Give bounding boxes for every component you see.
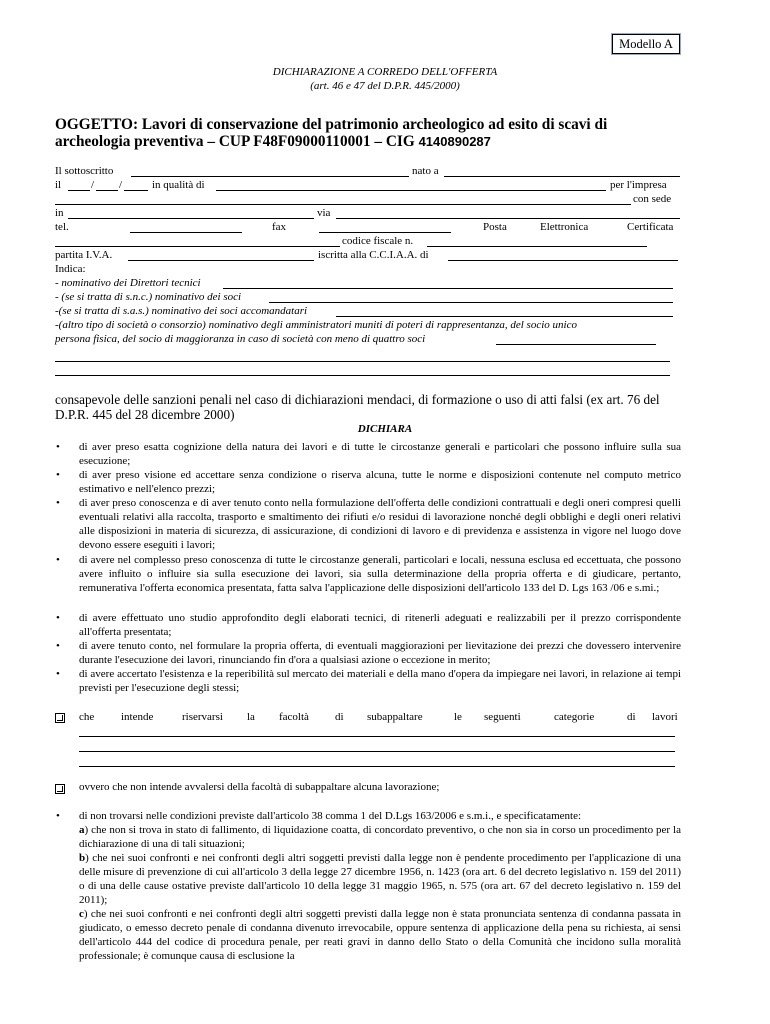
- art38-a-text: ) che non si trova in stato di fallimento, di liquidazione coatta, di concordato preventivo, o che non sia in corso un procedimento per la dichiarazione di una di tali situazioni;: [79, 824, 681, 850]
- fax-label: fax: [272, 221, 287, 233]
- tel-field[interactable]: [130, 232, 242, 233]
- dichiara-item-2: di aver preso visione ed accettare senza condizione o riserva alcuna, tutte le norme e disposizioni contenute nel computo metrico estimativo e nell'elenco prezzi;: [79, 469, 681, 495]
- dichiara-item-5: di avere effettuato uno studio approfondito degli elaborati tecnici, di ritenerli adeguati e realizzabili per il prezzo corrispondente all'offerta presentata;: [79, 612, 681, 638]
- partita-iva-field[interactable]: [128, 260, 314, 261]
- no-subappalto-checkbox[interactable]: [55, 784, 65, 794]
- bullet-6: •: [56, 640, 60, 652]
- pec-posta-label: Posta: [483, 221, 507, 233]
- direttori-field[interactable]: [223, 288, 673, 289]
- nato-a-label: nato a: [412, 165, 439, 177]
- subappalto-word-3: riservarsi: [182, 711, 223, 723]
- date-day-field[interactable]: [68, 190, 90, 191]
- subappalto-word-5: facoltà: [279, 711, 309, 723]
- impresa-field[interactable]: [55, 204, 631, 205]
- oggetto-text-2: archeologia preventiva – CUP F48F09000110001 – CIG: [55, 133, 419, 150]
- subappalto-field-3[interactable]: [79, 766, 675, 767]
- oggetto-text-1: : Lavori di conservazione del patrimonio archeologico ad esito di scavi di: [132, 116, 608, 133]
- dichiara-item-6: di avere tenuto conto, nel formulare la propria offerta, di eventuali maggiorazioni per lievitazione dei prezzi che dovessero intervenire durante l'esecuzione dei lavori, rinunciando fin d'ora a qualsiasi azione o eccezione in merito;: [79, 640, 681, 666]
- altro-label-2: persona fisica, del socio di maggioranza in caso di società con meno di quattro soci: [55, 333, 426, 345]
- altro-field[interactable]: [496, 344, 656, 345]
- cciaa-label: iscritta alla C.C.I.A.A. di: [318, 249, 429, 261]
- bullet-7: •: [56, 668, 60, 680]
- dichiara-item-7: di avere accertato l'esistenza e la reperibilità sul mercato dei materiali e della mano d'opera da impiegare nei lavori, in relazione ai tempi previsti per l'esecuzione degli stessi;: [79, 668, 681, 694]
- bullet-1: •: [56, 441, 60, 453]
- dichiara-heading: DICHIARA: [357, 423, 413, 435]
- direttori-label: - nominativo dei Direttori tecnici: [55, 277, 201, 289]
- tel-label: tel.: [55, 221, 69, 233]
- art38-item-c: [79, 908, 681, 964]
- cciaa-field[interactable]: [448, 260, 678, 261]
- qualita-field[interactable]: [216, 190, 606, 191]
- art38-b-label: b: [79, 852, 86, 864]
- art38-item-a: [79, 824, 681, 852]
- date-month-field[interactable]: [96, 190, 118, 191]
- art38-b-text: ) che nei suoi confronti e nei confronti degli altri soggetti previsti dalla legge non è pendente procedimento per l'applicazione di una delle misure di prevenzione di cui all'articolo 3 della legge 27 dicembre 1956, n. 1423 (ora art. 6 del decreto legislativo n. 159 del 2011) o di una delle cause ostative previste dall'articolo 10 della legge 31 maggio 1965, n. 575 (ora art. 67 del decreto legislativo n. 159 del 2011);: [79, 852, 681, 906]
- subappalto-checkbox[interactable]: [55, 713, 65, 723]
- oggetto-line-2: [55, 133, 491, 151]
- oggetto-label: OGGETTO: [55, 116, 133, 133]
- extra-line-1[interactable]: [55, 361, 670, 362]
- sas-label: -(se si tratta di s.a.s.) nominativo dei soci accomandatari: [55, 305, 308, 317]
- subappalto-word-1: che: [79, 711, 95, 723]
- fax-field[interactable]: [319, 232, 451, 233]
- subappalto-word-11: di: [627, 711, 636, 723]
- art38-c-label: c: [79, 908, 84, 920]
- extra-line-2[interactable]: [55, 375, 670, 376]
- art38-a-label: a: [79, 824, 85, 836]
- snc-label: - (se si tratta di s.n.c.) nominativo dei soci: [55, 291, 242, 303]
- sottoscritto-field[interactable]: [131, 176, 409, 177]
- pec-certificata-label: Certificata: [627, 221, 674, 233]
- subappalto-word-6: di: [335, 711, 344, 723]
- modello-label: Modello A: [612, 34, 680, 54]
- subappalto-field-2[interactable]: [79, 751, 675, 752]
- document-title: DICHIARAZIONE A CORREDO DELL'OFFERTA: [272, 66, 498, 78]
- nato-a-field[interactable]: [444, 176, 680, 177]
- pec-elettronica-label: Elettronica: [540, 221, 589, 233]
- oggetto-cig: 4140890287: [418, 134, 491, 149]
- bullet-8: •: [56, 810, 60, 822]
- in-qualita-label: in qualità di: [152, 179, 205, 191]
- codice-fiscale-label: codice fiscale n.: [342, 235, 414, 247]
- subappalto-word-2: intende: [121, 711, 154, 723]
- via-field[interactable]: [336, 218, 680, 219]
- sas-field[interactable]: [336, 316, 673, 317]
- snc-field[interactable]: [269, 302, 673, 303]
- dichiara-item-3: di aver preso conoscenza e di aver tenuto conto nella formulazione dell'offerta delle condizioni contrattuali e degli oneri compresi quelli eventuali relativi alla raccolta, trasporto e smaltimento dei rifiuti e/o residui di lavorazione nonché degli obblighi e degli oneri relativi alle disposizioni in materia di sicurezza, di assicurazione, di condizioni di lavoro e di previdenza e assistenza in vigore nel luogo dove devono essere eseguiti i lavori;: [79, 497, 681, 551]
- no-subappalto-label: ovvero che non intende avvalersi della facoltà di subappaltare alcuna lavorazione;: [79, 781, 440, 793]
- codice-fiscale-field[interactable]: [427, 246, 647, 247]
- date-sep-1: /: [91, 179, 95, 191]
- consapevole-paragraph: consapevole delle sanzioni penali nel caso di dichiarazioni mendaci, di formazione o uso di atti falsi (ex art. 76 del D.P.R. 445 del 28 dicembre 2000): [55, 392, 660, 422]
- bullet-4: •: [56, 554, 60, 566]
- per-impresa-label: per l'impresa: [610, 179, 667, 191]
- via-label: via: [317, 207, 331, 219]
- indica-label: Indica:: [55, 263, 86, 275]
- il-label: il: [55, 179, 62, 191]
- bullet-5: •: [56, 612, 60, 624]
- subappalto-word-10: categorie: [554, 711, 595, 723]
- sede-citta-field[interactable]: [68, 218, 314, 219]
- oggetto-line-1: [55, 116, 683, 134]
- in-label: in: [55, 207, 64, 219]
- date-sep-2: /: [119, 179, 123, 191]
- partita-iva-label: partita I.V.A.: [55, 249, 113, 261]
- document-subtitle: (art. 46 e 47 del D.P.R. 445/2000): [310, 80, 460, 92]
- con-sede-label: con sede: [633, 193, 672, 205]
- art38-intro: di non trovarsi nelle condizioni previste dall'articolo 38 comma 1 del D.Lgs 163/2006 e s.m.i., e specificatamente:: [79, 810, 582, 822]
- altro-label-1: -(altro tipo di società o consorzio) nominativo degli amministratori muniti di poteri di rappresentanza, del socio unico: [55, 319, 577, 331]
- art38-c-text: ) che nei suoi confronti e nei confronti degli altri soggetti previsti dalla legge non è stata pronunciata sentenza di condanna passata in giudicato, o emesso decreto penale di condanna divenuto irrevocabile, oppure sentenza di applicazione della pena su richiesta, ai sensi dell'articolo 444 del codice di procedura penale, per reati gravi in danno dello Stato o della Comunità che incidono sulla moralità professionale; è comunque causa di esclusione la: [79, 908, 681, 962]
- bullet-3: •: [56, 497, 60, 509]
- subappalto-word-9: seguenti: [484, 711, 521, 723]
- subappalto-field-1[interactable]: [79, 736, 675, 737]
- art38-item-b: [79, 852, 681, 908]
- bullet-2: •: [56, 469, 60, 481]
- date-year-field[interactable]: [124, 190, 148, 191]
- dichiara-item-1: di aver preso esatta cognizione della natura dei lavori e di tutte le circostanze generali e particolari che possono influire sulla sua esecuzione;: [79, 441, 681, 467]
- subappalto-word-12: lavori: [652, 711, 678, 723]
- subappalto-word-7: subappaltare: [367, 711, 423, 723]
- dichiara-item-4: di avere nel complesso preso conoscenza di tutte le circostanze generali, particolari e locali, nessuna esclusa ed eccettuata, che possono avere influito o influire sia sulla esecuzione dei lavori, sia sulla determinazione della propria offerta e di giudicare, pertanto, remunerativa l'offerta economica presentata, fatta salva l'applicazione delle disposizioni dell'articolo 133 del D. Lgs 163 /06 e s.mi.;: [79, 554, 681, 594]
- pec-field[interactable]: [55, 246, 340, 247]
- sottoscritto-label: Il sottoscritto: [55, 165, 114, 177]
- subappalto-word-8: le: [454, 711, 462, 723]
- subappalto-word-4: la: [247, 711, 255, 723]
